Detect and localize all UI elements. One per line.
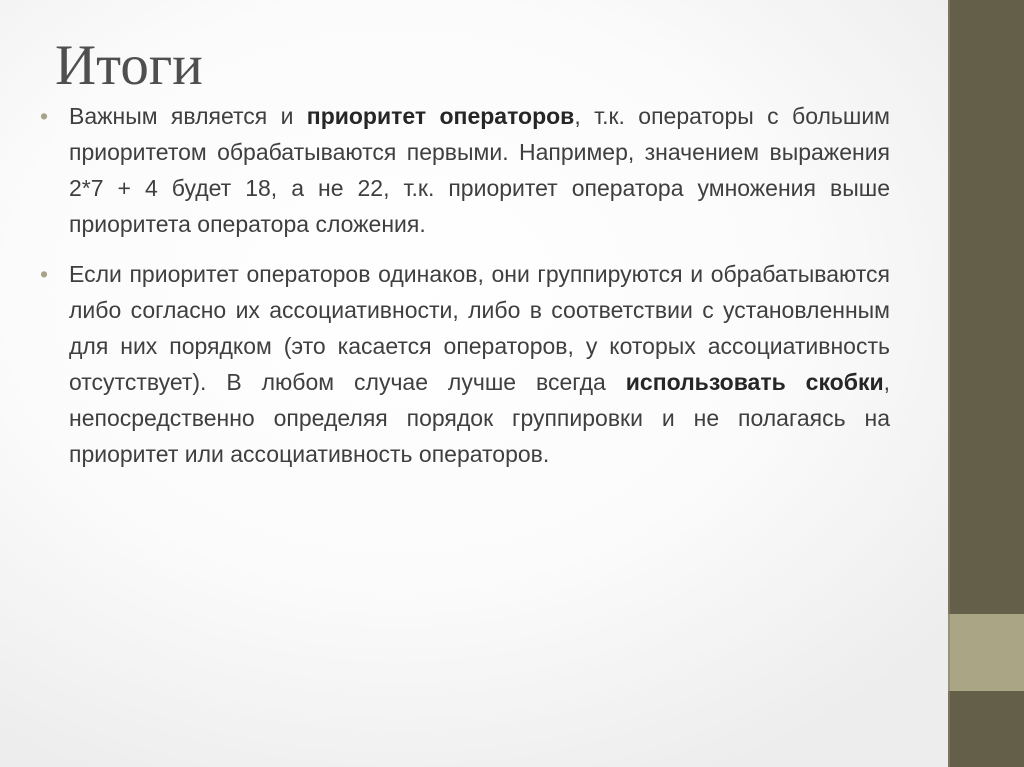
bullet-text-segment: Важным является и (69, 103, 307, 129)
sidebar-dark-band-bottom (948, 691, 1024, 767)
slide-title: Итоги (55, 34, 203, 97)
sidebar-dark-band-top (948, 0, 1024, 614)
bullet-item (40, 98, 890, 242)
bullet-list (40, 98, 890, 486)
bullet-emphasis-text: приоритет операторов (306, 103, 575, 129)
bullet-item (40, 256, 890, 472)
sidebar-edge-line (948, 0, 950, 767)
bullet-text-segment: Если приоритет операторов одинаков, они группируются и обрабатываются либо согласно их ассоциативности, либо в соответствии с установленным для них порядком (это касается операторов, у которых ассоциативность отсутствует). В любом случае лучше всегда (69, 261, 890, 395)
bullet-text-segment: , т.к. операторы с большим приоритетом обрабатываются первыми. Например, значением выражения 2*7 + 4 будет 18, а не 22, т.к. приоритет оператора умножения выше приоритета оператора сложения. (69, 103, 890, 237)
bullet-text-segment: , непосредственно определяя порядок группировки и не полагаясь на приоритет или ассоциативность операторов. (69, 369, 890, 467)
bullet-emphasis-text: использовать скобки (625, 369, 884, 395)
sidebar-light-band (948, 614, 1024, 691)
bullet-marker: • (40, 103, 49, 129)
bullet-marker: • (40, 261, 49, 287)
decorative-sidebar (948, 0, 1024, 767)
